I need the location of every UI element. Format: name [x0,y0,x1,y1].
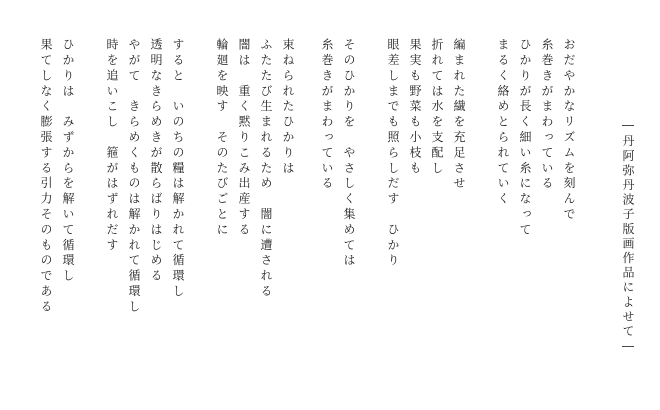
poem-line: 編まれた繊を充足させ [452,38,466,192]
poem-line: 輪廻を映す そのたびごとに [215,38,229,239]
poem-line: おだやかなリズムを刻んで [562,38,576,223]
poem-line: そのひかりを やさしく集めては [342,38,356,269]
poem-line: ひかりは みずからを解いて循環し [61,38,75,285]
poem-line: すると いのちの糧は解かれて循環し [171,38,185,300]
poem-line: ふたたび生まれるため 闇に遭される [259,38,273,300]
poem-line: やがて きらめくものは解かれて循環し [127,38,141,316]
poem-line: 果てしなく膨張する引力そのものである [39,38,53,316]
poem-line: 糸巻きがまわっている [320,38,334,192]
poem-line: 透明なきらめきが散らばりはじめる [149,38,163,285]
poem-line: 折れては水を支配し [430,38,444,177]
poem-line: 果実も野菜も小枝も [408,38,422,177]
poem-line: 時を追いこし 箍がはずれだす [105,38,119,254]
poem-line: 闇は 重く黙りこみ出産する [237,38,251,239]
poem-line: 眼差しまでも照らしだす ひかり [386,38,400,269]
poem-line: 束ねられたひかりは [281,38,295,177]
subtitle: ―丹阿弥丹波子版画作品によせて― [621,118,635,356]
poem-line: まるく絡めとられていく [496,38,510,208]
poem-line: 糸巻きがまわっている [540,38,554,192]
poem-line: ひかりが長く細い糸になって [518,38,532,239]
